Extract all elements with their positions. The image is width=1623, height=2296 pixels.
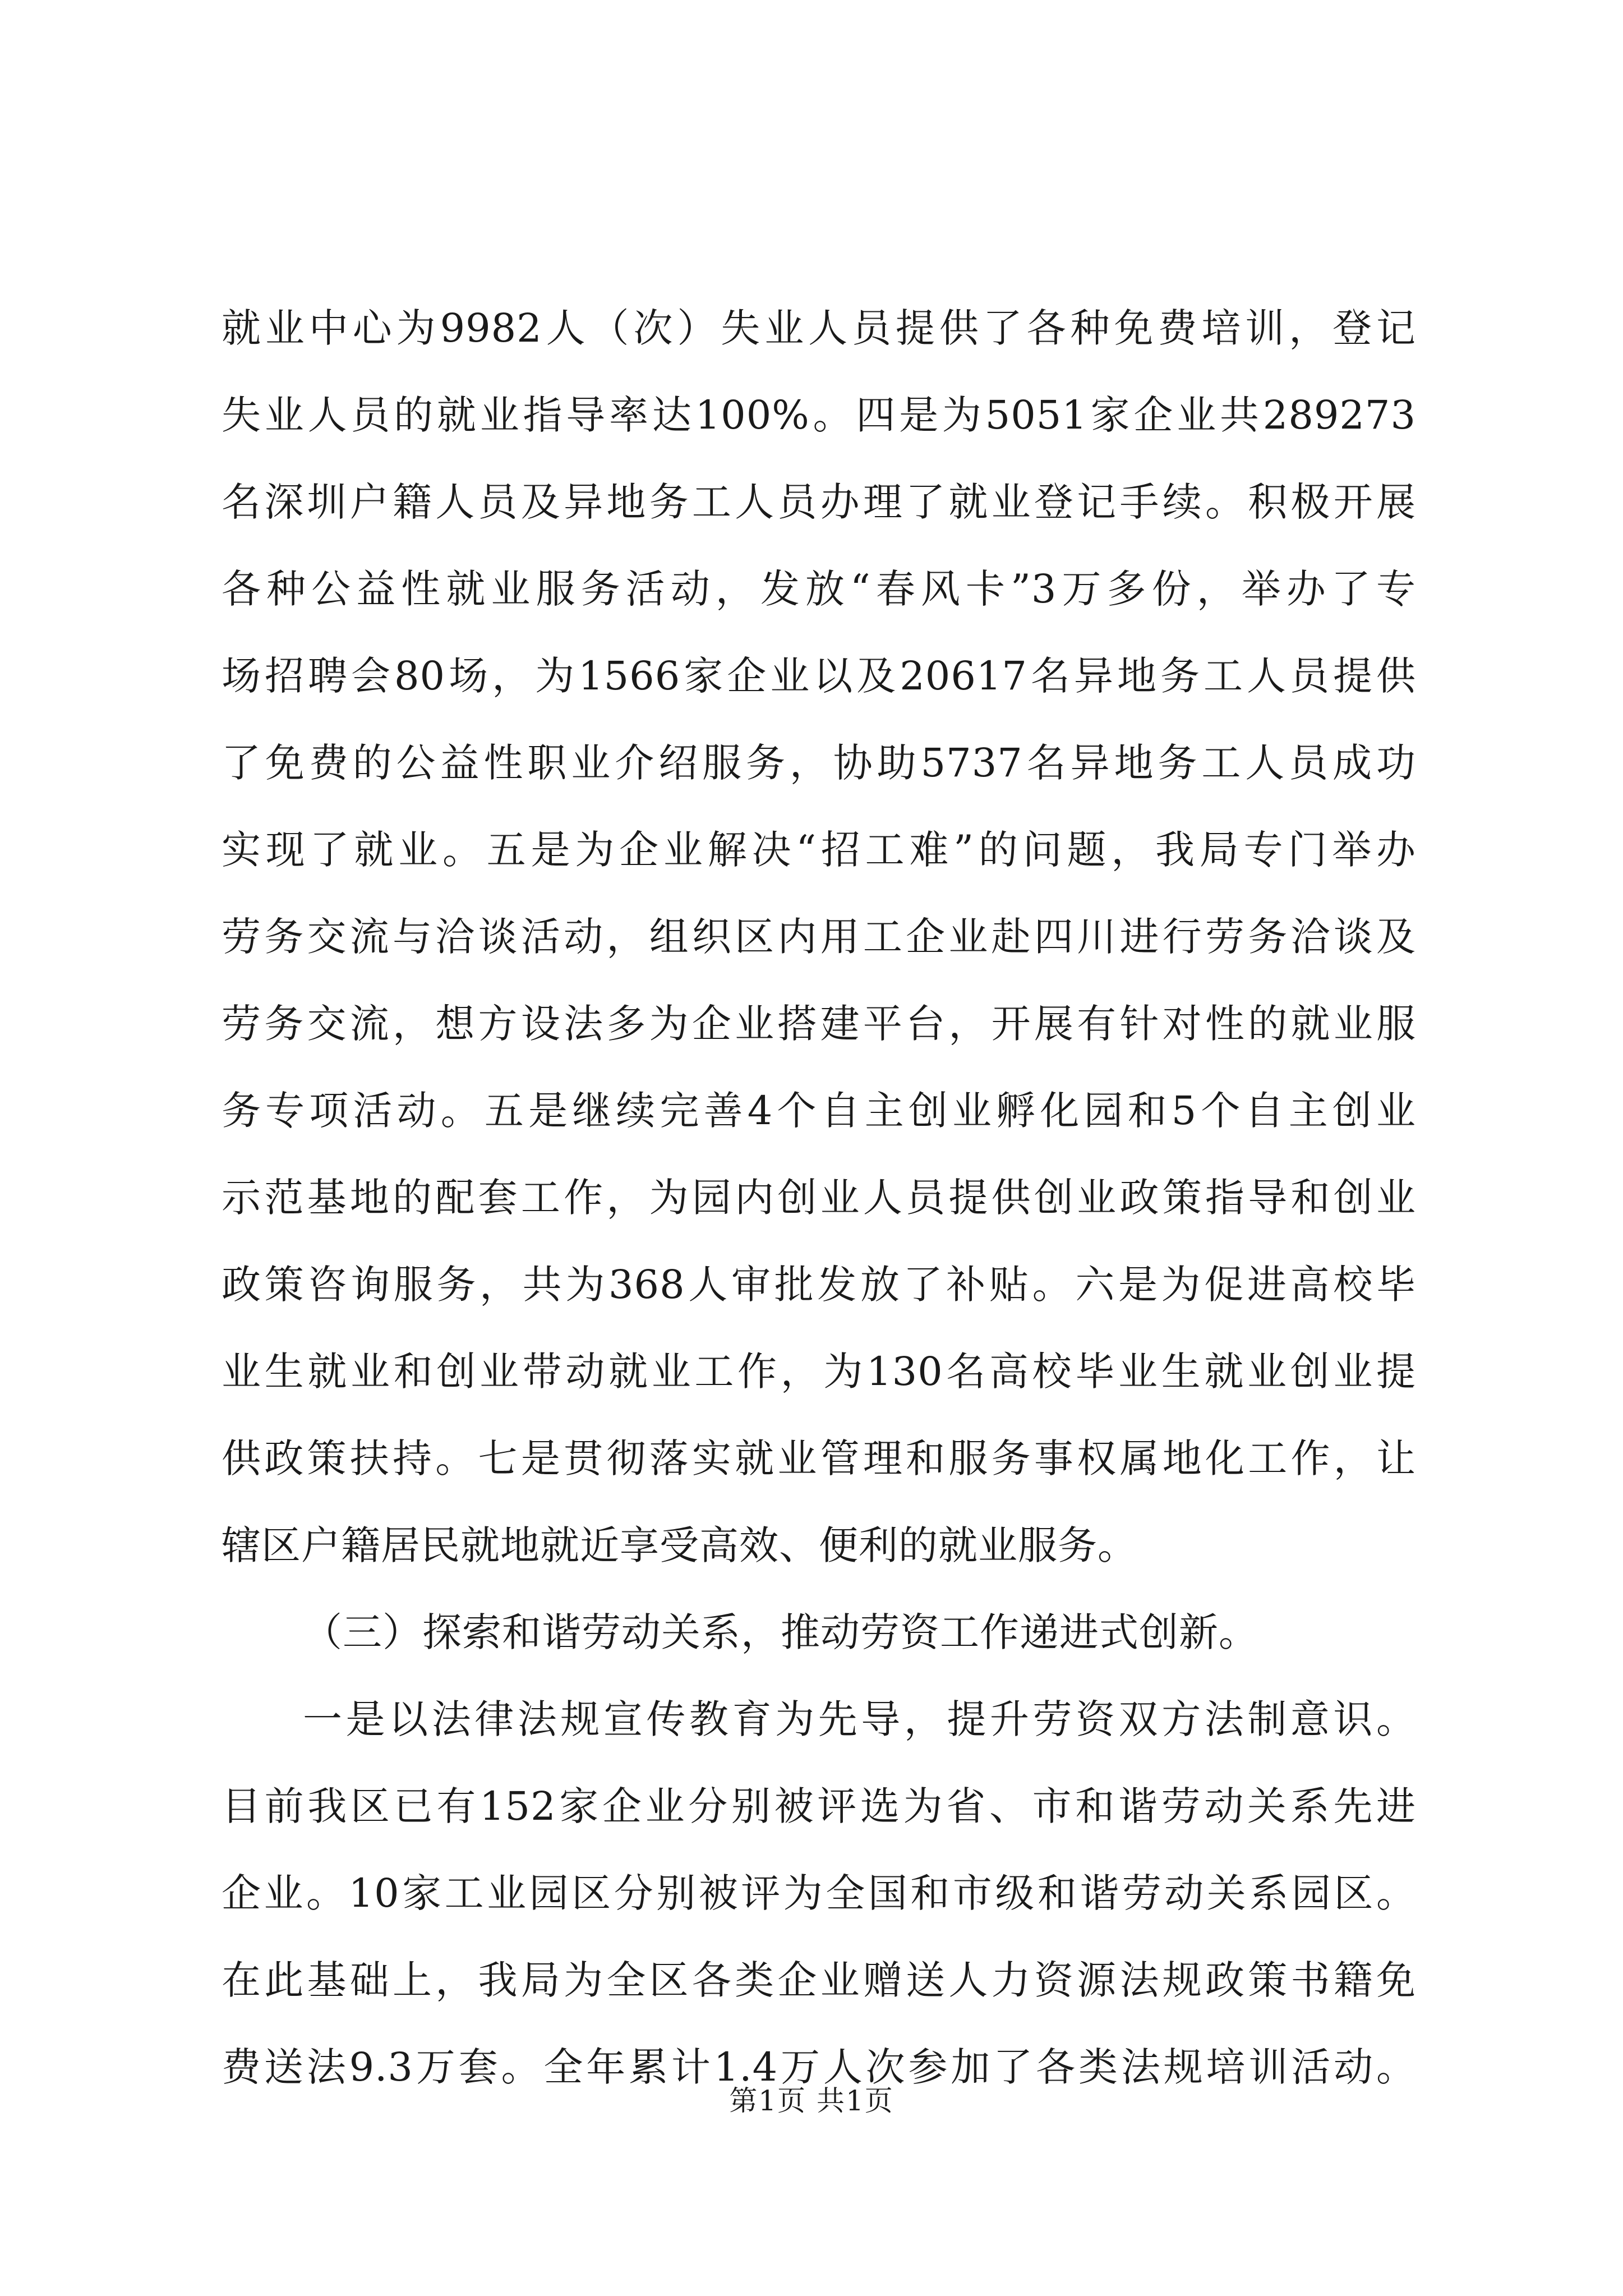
text-line: 企业。10家工业园区分别被评为全国和市级和谐劳动关系园区。 bbox=[222, 1870, 1416, 1916]
text-line: 务专项活动。五是继续完善4个自主创业孵化园和5个自主创业 bbox=[222, 1088, 1416, 1134]
document-body bbox=[222, 285, 1416, 2111]
text-line: 失业人员的就业指导率达100%。四是为5051家企业共289273 bbox=[222, 392, 1416, 438]
text-line: 业生就业和创业带动就业工作，为130名高校毕业生就业创业提 bbox=[222, 1349, 1416, 1395]
text-line: 政策咨询服务，共为368人审批发放了补贴。六是为促进高校毕 bbox=[222, 1262, 1416, 1308]
page-footer: 第1页 共1页 bbox=[729, 2085, 894, 2117]
text-line: 各种公益性就业服务活动，发放“春风卡”3万多份，举办了专 bbox=[222, 566, 1416, 612]
text-line: 供政策扶持。七是贯彻落实就业管理和服务事权属地化工作，让 bbox=[222, 1435, 1416, 1481]
section-heading: （三）探索和谐劳动关系，推动劳资工作递进式创新。 bbox=[303, 1609, 1258, 1655]
text-line: 一是以法律法规宣传教育为先导，提升劳资双方法制意识。 bbox=[303, 1696, 1416, 1742]
text-line: 辖区户籍居民就地就近享受高效、便利的就业服务。 bbox=[222, 1522, 1137, 1568]
text-line: 了免费的公益性职业介绍服务，协助5737名异地务工人员成功 bbox=[222, 740, 1416, 786]
text-line: 场招聘会80场，为1566家企业以及20617名异地务工人员提供 bbox=[222, 653, 1416, 699]
text-line: 名深圳户籍人员及异地务工人员办理了就业登记手续。积极开展 bbox=[222, 479, 1416, 525]
text-line: 示范基地的配套工作，为园内创业人员提供创业政策指导和创业 bbox=[222, 1175, 1416, 1221]
text-line: 实现了就业。五是为企业解决“招工难”的问题，我局专门举办 bbox=[222, 827, 1416, 873]
text-line: 劳务交流，想方设法多为企业搭建平台，开展有针对性的就业服 bbox=[222, 1001, 1416, 1047]
text-line: 目前我区已有152家企业分别被评选为省、市和谐劳动关系先进 bbox=[222, 1783, 1416, 1829]
text-line: 在此基础上，我局为全区各类企业赠送人力资源法规政策书籍免 bbox=[222, 1957, 1416, 2003]
text-line: 劳务交流与洽谈活动，组织区内用工企业赴四川进行劳务洽谈及 bbox=[222, 914, 1416, 960]
text-line: 就业中心为9982人（次）失业人员提供了各种免费培训，登记 bbox=[222, 305, 1416, 351]
text-line: 费送法9.3万套。全年累计1.4万人次参加了各类法规培训活动。 bbox=[222, 2044, 1416, 2090]
